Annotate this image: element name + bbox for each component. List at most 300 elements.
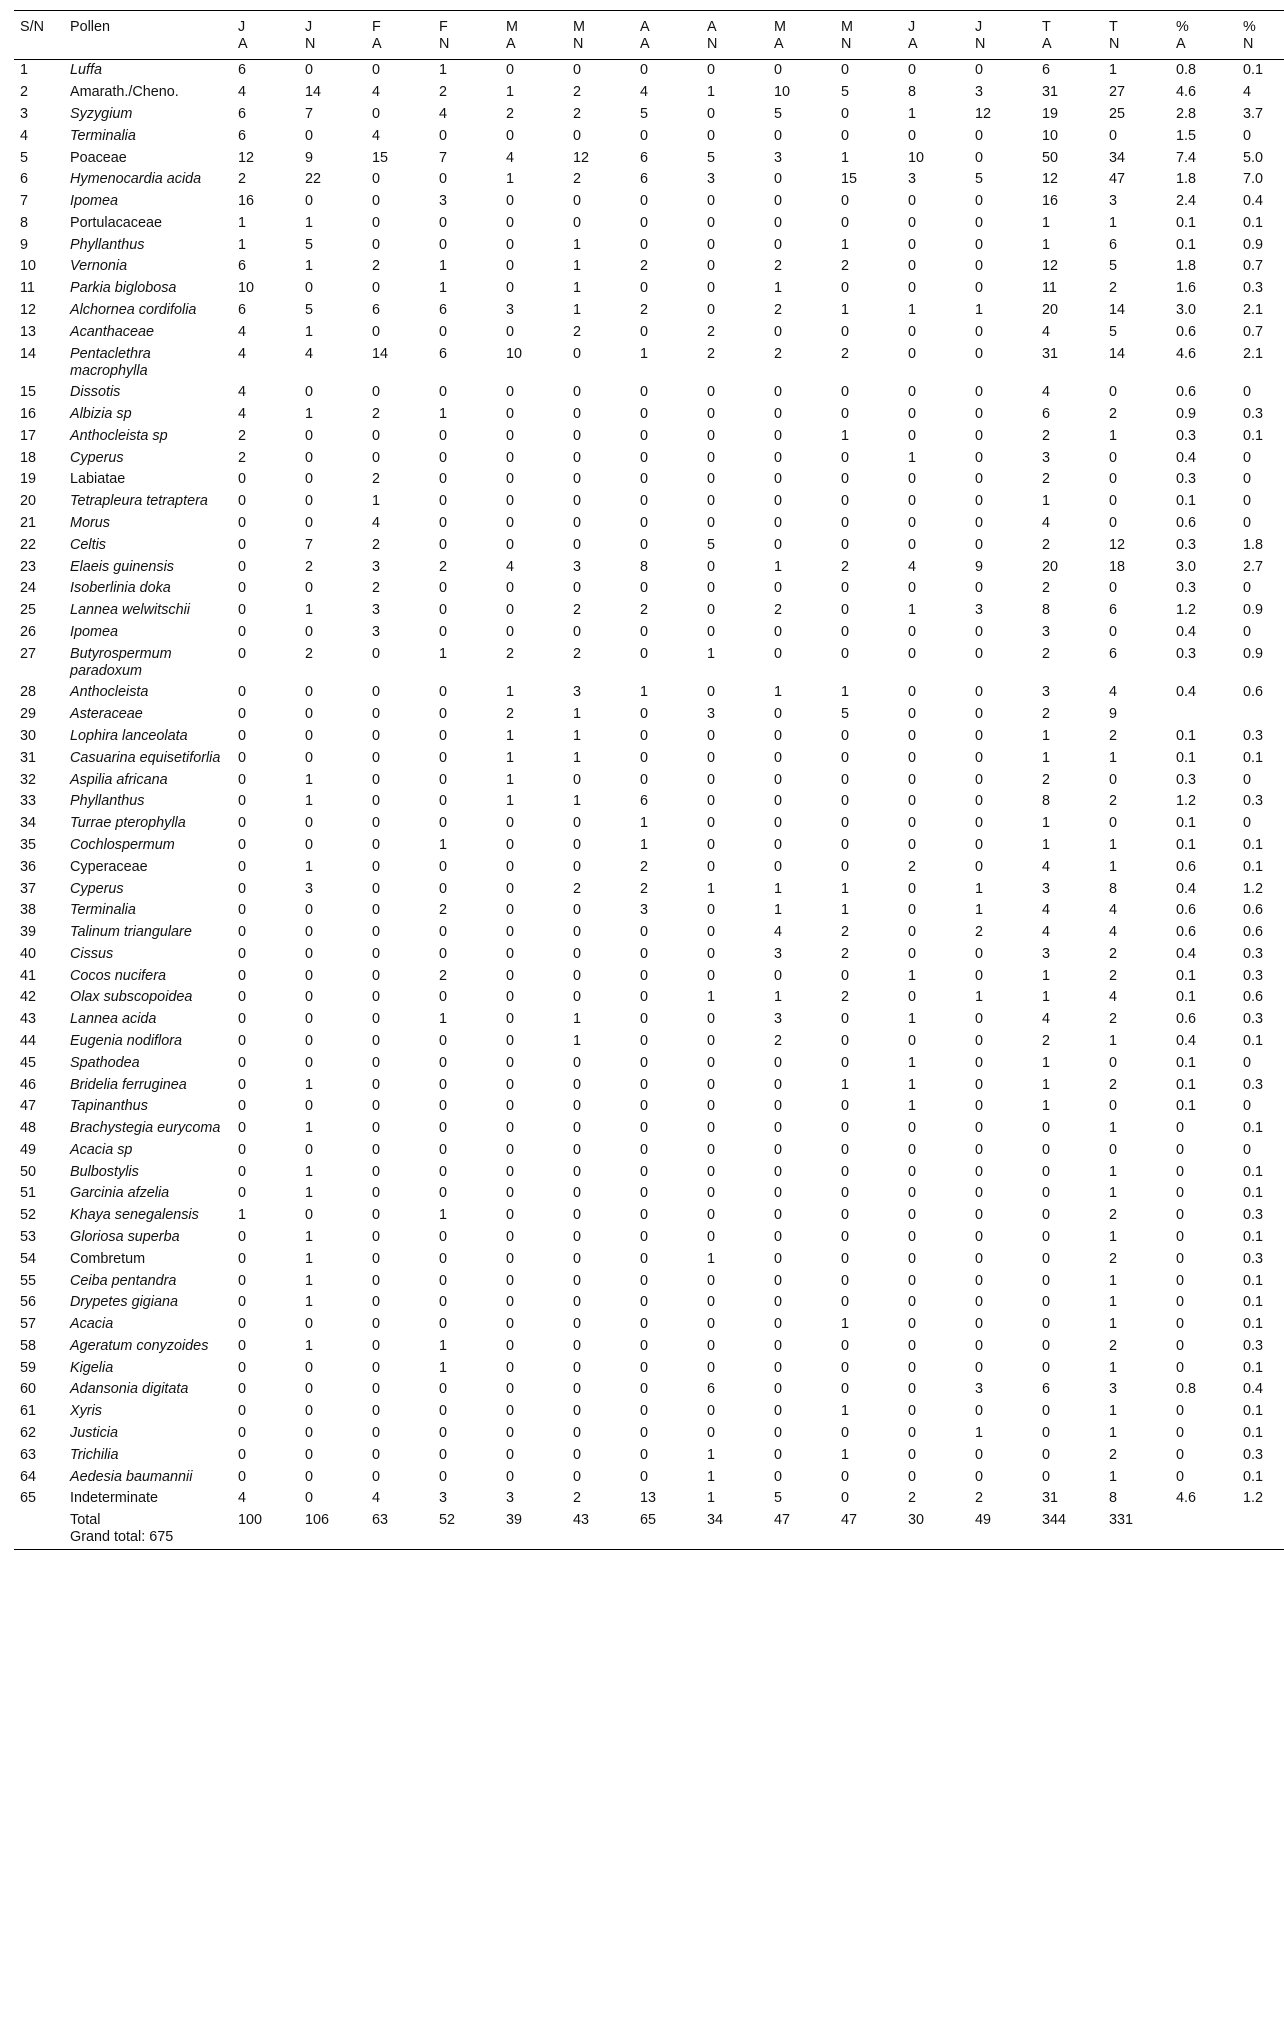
count-cell-jn2: 0 <box>975 515 984 532</box>
count-cell-fn: 0 <box>439 1054 448 1071</box>
count-cell-mn: 0 <box>573 1272 582 1289</box>
count-cell-jn2: 0 <box>975 471 984 488</box>
count-cell-jn: 1 <box>305 1185 314 1202</box>
serial-number-cell: 21 <box>20 515 37 532</box>
column-header-ja: J A <box>238 19 248 52</box>
count-cell-pa: 7.4 <box>1176 149 1197 166</box>
count-cell-mn2: 0 <box>841 127 850 144</box>
count-cell-fn: 0 <box>439 1446 448 1463</box>
count-cell-jn: 0 <box>305 924 314 941</box>
count-cell-pa: 0.3 <box>1176 645 1197 662</box>
total-label-cell: Total Grand total: 675 <box>70 1512 174 1546</box>
count-cell-mn: 1 <box>573 793 582 810</box>
count-cell-aa: 1 <box>640 836 649 853</box>
count-cell-aa: 0 <box>640 449 649 466</box>
count-cell-pn: 0 <box>1243 127 1252 144</box>
count-cell-mn2: 2 <box>841 989 850 1006</box>
count-cell-ma2: 0 <box>774 1446 783 1463</box>
count-cell-aa: 0 <box>640 427 649 444</box>
pollen-name-cell: Adansonia digitata <box>70 1381 189 1398</box>
count-cell-pa: 0 <box>1176 1207 1185 1224</box>
count-cell-ja2: 0 <box>908 127 917 144</box>
count-cell-ja2: 0 <box>908 471 917 488</box>
count-cell-jn2: 1 <box>975 301 984 318</box>
count-cell-ta: 8 <box>1042 602 1051 619</box>
count-cell-fa: 0 <box>372 449 381 466</box>
count-cell-ma: 0 <box>506 815 515 832</box>
count-cell-mn: 3 <box>573 684 582 701</box>
count-cell-ja: 16 <box>238 193 255 210</box>
count-cell-ma: 1 <box>506 793 515 810</box>
serial-number-cell: 16 <box>20 406 37 423</box>
count-cell-an: 0 <box>707 258 716 275</box>
count-cell-jn: 0 <box>305 684 314 701</box>
table-row <box>14 1336 1284 1358</box>
count-cell-ma2: 4 <box>774 924 783 941</box>
pollen-name-cell: Aedesia baumannii <box>70 1468 193 1485</box>
count-cell-fa: 0 <box>372 1032 381 1049</box>
count-cell-tn: 2 <box>1109 1011 1118 1028</box>
count-cell-pn: 0 <box>1243 515 1252 532</box>
count-cell-ta: 20 <box>1042 558 1059 575</box>
count-cell-jn: 1 <box>305 1337 314 1354</box>
count-cell-ma2: 2 <box>774 345 783 362</box>
count-cell-ja: 0 <box>238 836 247 853</box>
serial-number-cell: 2 <box>20 84 29 101</box>
count-cell-jn2: 0 <box>975 449 984 466</box>
count-cell-tn: 1 <box>1109 1272 1118 1289</box>
count-cell-mn: 0 <box>573 214 582 231</box>
count-cell-ja2: 0 <box>908 945 917 962</box>
table-row <box>14 900 1284 922</box>
serial-number-cell: 43 <box>20 1011 37 1028</box>
serial-number-cell: 63 <box>20 1446 37 1463</box>
count-cell-aa: 0 <box>640 1446 649 1463</box>
count-cell-aa: 6 <box>640 793 649 810</box>
count-cell-mn2: 0 <box>841 62 850 79</box>
serial-number-cell: 28 <box>20 684 37 701</box>
count-cell-ja2: 0 <box>908 645 917 662</box>
count-cell-pa: 0.3 <box>1176 580 1197 597</box>
count-cell-fa: 0 <box>372 105 381 122</box>
count-cell-an: 0 <box>707 1359 716 1376</box>
count-cell-jn2: 3 <box>975 602 984 619</box>
column-header-ma2: M A <box>774 19 786 52</box>
count-cell-jn: 2 <box>305 558 314 575</box>
count-cell-ma2: 5 <box>774 105 783 122</box>
table-row <box>14 60 1284 82</box>
count-cell-ma: 0 <box>506 1337 515 1354</box>
count-cell-an: 1 <box>707 989 716 1006</box>
count-cell-ja2: 0 <box>908 1403 917 1420</box>
count-cell-an: 0 <box>707 1229 716 1246</box>
count-cell-tn: 2 <box>1109 967 1118 984</box>
count-cell-ja: 0 <box>238 728 247 745</box>
count-cell-fn: 0 <box>439 771 448 788</box>
count-cell-fn: 2 <box>439 902 448 919</box>
count-cell-ja2: 0 <box>908 1446 917 1463</box>
count-cell-an: 0 <box>707 1163 716 1180</box>
count-cell-pn: 2.7 <box>1243 558 1264 575</box>
count-cell-fa: 0 <box>372 427 381 444</box>
count-cell-jn: 0 <box>305 127 314 144</box>
count-cell-ja: 1 <box>238 236 247 253</box>
count-cell-aa: 2 <box>640 880 649 897</box>
count-cell-mn: 0 <box>573 449 582 466</box>
table-row <box>14 1140 1284 1162</box>
count-cell-ma: 0 <box>506 602 515 619</box>
count-cell-pn: 0.1 <box>1243 1425 1264 1442</box>
pollen-name-cell: Ipomea <box>70 623 118 640</box>
count-cell-ta: 0 <box>1042 1446 1051 1463</box>
count-cell-fa: 0 <box>372 1250 381 1267</box>
count-cell-fn: 1 <box>439 406 448 423</box>
count-cell-fn: 0 <box>439 1403 448 1420</box>
count-cell-an: 0 <box>707 945 716 962</box>
count-cell-ja2: 2 <box>908 858 917 875</box>
count-cell-mn: 2 <box>573 880 582 897</box>
count-cell-ta: 1 <box>1042 1098 1051 1115</box>
count-cell-jn: 1 <box>305 793 314 810</box>
count-cell-fa: 0 <box>372 1207 381 1224</box>
total-cell-an: 34 <box>707 1512 724 1529</box>
table-row <box>14 1270 1284 1292</box>
count-cell-fa: 0 <box>372 1185 381 1202</box>
count-cell-fa: 0 <box>372 1446 381 1463</box>
count-cell-an: 0 <box>707 684 716 701</box>
count-cell-mn2: 1 <box>841 1076 850 1093</box>
count-cell-ta: 4 <box>1042 323 1051 340</box>
count-cell-mn2: 1 <box>841 149 850 166</box>
count-cell-ma: 2 <box>506 105 515 122</box>
pollen-name-cell: Acanthaceae <box>70 323 155 340</box>
count-cell-ja2: 0 <box>908 1163 917 1180</box>
count-cell-mn: 1 <box>573 280 582 297</box>
count-cell-tn: 3 <box>1109 1381 1118 1398</box>
count-cell-fa: 0 <box>372 728 381 745</box>
table-row <box>14 404 1284 426</box>
count-cell-tn: 2 <box>1109 406 1118 423</box>
count-cell-aa: 0 <box>640 1185 649 1202</box>
count-cell-fa: 0 <box>372 924 381 941</box>
count-cell-an: 0 <box>707 1337 716 1354</box>
count-cell-an: 0 <box>707 793 716 810</box>
count-cell-ma2: 3 <box>774 1011 783 1028</box>
count-cell-ma: 0 <box>506 471 515 488</box>
count-cell-fa: 0 <box>372 323 381 340</box>
count-cell-ma: 0 <box>506 280 515 297</box>
count-cell-ta: 4 <box>1042 384 1051 401</box>
count-cell-ta: 1 <box>1042 214 1051 231</box>
total-cell-jn2: 49 <box>975 1512 992 1529</box>
table-row <box>14 878 1284 900</box>
total-cell-ja: 100 <box>238 1512 263 1529</box>
count-cell-ta: 1 <box>1042 493 1051 510</box>
count-cell-fn: 0 <box>439 1098 448 1115</box>
count-cell-aa: 0 <box>640 193 649 210</box>
count-cell-ja: 4 <box>238 84 247 101</box>
count-cell-pn: 0.3 <box>1243 1337 1264 1354</box>
count-cell-ma: 0 <box>506 836 515 853</box>
serial-number-cell: 65 <box>20 1490 37 1507</box>
table-row <box>14 600 1284 622</box>
count-cell-ta: 4 <box>1042 858 1051 875</box>
total-cell-ta: 344 <box>1042 1512 1067 1529</box>
count-cell-jn2: 0 <box>975 1120 984 1137</box>
count-cell-pn: 0.1 <box>1243 1120 1264 1137</box>
count-cell-aa: 0 <box>640 924 649 941</box>
pollen-name-cell: Terminalia <box>70 902 136 919</box>
count-cell-an: 0 <box>707 1054 716 1071</box>
count-cell-aa: 0 <box>640 62 649 79</box>
table-row <box>14 1444 1284 1466</box>
count-cell-tn: 0 <box>1109 1054 1118 1071</box>
count-cell-ma2: 2 <box>774 258 783 275</box>
count-cell-aa: 5 <box>640 105 649 122</box>
count-cell-ja: 2 <box>238 171 247 188</box>
count-cell-pa: 0.4 <box>1176 880 1197 897</box>
count-cell-pn: 0.1 <box>1243 427 1264 444</box>
pollen-name-cell: Elaeis guinensis <box>70 558 174 575</box>
count-cell-ma: 0 <box>506 989 515 1006</box>
pollen-name-cell: Anthocleista <box>70 684 149 701</box>
count-cell-aa: 0 <box>640 384 649 401</box>
count-cell-mn2: 5 <box>841 84 850 101</box>
count-cell-pn: 0 <box>1243 771 1252 788</box>
count-cell-pa: 0.1 <box>1176 815 1197 832</box>
count-cell-fn: 2 <box>439 84 448 101</box>
count-cell-ma: 0 <box>506 1098 515 1115</box>
count-cell-fa: 0 <box>372 384 381 401</box>
serial-number-cell: 60 <box>20 1381 37 1398</box>
count-cell-tn: 1 <box>1109 1316 1118 1333</box>
count-cell-ta: 3 <box>1042 449 1051 466</box>
count-cell-ma: 0 <box>506 384 515 401</box>
serial-number-cell: 42 <box>20 989 37 1006</box>
count-cell-mn2: 0 <box>841 471 850 488</box>
count-cell-fa: 0 <box>372 214 381 231</box>
table-row <box>14 856 1284 878</box>
count-cell-pn: 0 <box>1243 1054 1252 1071</box>
count-cell-pa: 0.1 <box>1176 1054 1197 1071</box>
pollen-name-cell: Ceiba pentandra <box>70 1272 177 1289</box>
count-cell-mn: 2 <box>573 602 582 619</box>
count-cell-ma2: 0 <box>774 1163 783 1180</box>
count-cell-ma: 4 <box>506 149 515 166</box>
count-cell-ta: 4 <box>1042 515 1051 532</box>
count-cell-pa: 0.4 <box>1176 1032 1197 1049</box>
count-cell-pn: 0.9 <box>1243 645 1264 662</box>
count-cell-ja: 2 <box>238 449 247 466</box>
count-cell-jn2: 0 <box>975 127 984 144</box>
count-cell-ma: 4 <box>506 558 515 575</box>
count-cell-mn2: 0 <box>841 580 850 597</box>
count-cell-jn: 0 <box>305 1011 314 1028</box>
total-cell-ja2: 30 <box>908 1512 925 1529</box>
count-cell-mn2: 1 <box>841 1403 850 1420</box>
count-cell-fa: 2 <box>372 258 381 275</box>
serial-number-cell: 22 <box>20 536 37 553</box>
count-cell-pa: 1.2 <box>1176 602 1197 619</box>
count-cell-pn: 1.8 <box>1243 536 1264 553</box>
count-cell-fn: 0 <box>439 493 448 510</box>
count-cell-ja: 0 <box>238 1120 247 1137</box>
count-cell-ja2: 0 <box>908 258 917 275</box>
count-cell-mn: 0 <box>573 1120 582 1137</box>
count-cell-tn: 1 <box>1109 1468 1118 1485</box>
count-cell-mn2: 0 <box>841 406 850 423</box>
count-cell-an: 0 <box>707 967 716 984</box>
count-cell-ta: 3 <box>1042 684 1051 701</box>
count-cell-an: 0 <box>707 493 716 510</box>
count-cell-ta: 10 <box>1042 127 1059 144</box>
count-cell-jn: 0 <box>305 728 314 745</box>
count-cell-pn: 0.1 <box>1243 214 1264 231</box>
count-cell-ja2: 0 <box>908 1294 917 1311</box>
count-cell-ta: 31 <box>1042 84 1059 101</box>
count-cell-jn: 0 <box>305 1490 314 1507</box>
count-cell-an: 1 <box>707 1250 716 1267</box>
count-cell-ja: 0 <box>238 989 247 1006</box>
count-cell-ma2: 0 <box>774 236 783 253</box>
total-cell-pn <box>1243 1510 1284 1549</box>
pollen-name-cell: Labiatae <box>70 471 126 488</box>
count-cell-jn: 14 <box>305 84 322 101</box>
pollen-name-cell: Pentaclethra macrophylla <box>70 345 151 379</box>
count-cell-ja: 12 <box>238 149 255 166</box>
count-cell-aa: 0 <box>640 749 649 766</box>
pollen-name-cell: Combretum <box>70 1250 146 1267</box>
count-cell-aa: 0 <box>640 1207 649 1224</box>
count-cell-an: 0 <box>707 193 716 210</box>
count-cell-jn2: 0 <box>975 749 984 766</box>
count-cell-ma2: 0 <box>774 1468 783 1485</box>
count-cell-ja2: 10 <box>908 149 925 166</box>
count-cell-ma: 2 <box>506 706 515 723</box>
count-cell-an: 0 <box>707 214 716 231</box>
count-cell-mn2: 2 <box>841 945 850 962</box>
count-cell-pn: 0 <box>1243 1098 1252 1115</box>
count-cell-ma: 0 <box>506 1054 515 1071</box>
count-cell-ta: 0 <box>1042 1425 1051 1442</box>
count-cell-ma: 0 <box>506 924 515 941</box>
count-cell-pa: 1.8 <box>1176 171 1197 188</box>
count-cell-fn: 0 <box>439 815 448 832</box>
count-cell-aa: 0 <box>640 623 649 640</box>
count-cell-ma2: 0 <box>774 1425 783 1442</box>
count-cell-fn: 0 <box>439 945 448 962</box>
count-cell-jn2: 0 <box>975 493 984 510</box>
count-cell-tn: 0 <box>1109 449 1118 466</box>
count-cell-tn: 0 <box>1109 127 1118 144</box>
count-cell-ta: 0 <box>1042 1229 1051 1246</box>
count-cell-jn2: 1 <box>975 989 984 1006</box>
count-cell-jn: 1 <box>305 1294 314 1311</box>
count-cell-ja: 0 <box>238 471 247 488</box>
table-row <box>14 300 1284 322</box>
count-cell-ma2: 0 <box>774 323 783 340</box>
count-cell-ma: 1 <box>506 84 515 101</box>
count-cell-ta: 31 <box>1042 1490 1059 1507</box>
count-cell-jn2: 0 <box>975 193 984 210</box>
count-cell-an: 5 <box>707 149 716 166</box>
count-cell-tn: 6 <box>1109 645 1118 662</box>
count-cell-fn: 6 <box>439 345 448 362</box>
count-cell-an: 0 <box>707 384 716 401</box>
table-row <box>14 82 1284 104</box>
count-cell-pa: 4.6 <box>1176 1490 1197 1507</box>
count-cell-pn: 0.6 <box>1243 924 1264 941</box>
table-row <box>14 447 1284 469</box>
count-cell-jn2: 3 <box>975 84 984 101</box>
count-cell-aa: 0 <box>640 728 649 745</box>
count-cell-ma2: 0 <box>774 127 783 144</box>
count-cell-jn: 0 <box>305 471 314 488</box>
serial-number-cell: 15 <box>20 384 37 401</box>
count-cell-aa: 1 <box>640 815 649 832</box>
count-cell-ja2: 1 <box>908 1054 917 1071</box>
count-cell-ma: 0 <box>506 1468 515 1485</box>
count-cell-ja2: 0 <box>908 280 917 297</box>
count-cell-ja: 6 <box>238 127 247 144</box>
count-cell-pa: 0.6 <box>1176 323 1197 340</box>
count-cell-pn: 0.1 <box>1243 62 1264 79</box>
count-cell-an: 0 <box>707 427 716 444</box>
count-cell-jn: 0 <box>305 193 314 210</box>
pollen-name-cell: Tapinanthus <box>70 1098 148 1115</box>
count-cell-ja2: 1 <box>908 1011 917 1028</box>
count-cell-ma: 1 <box>506 749 515 766</box>
count-cell-pa: 0 <box>1176 1120 1185 1137</box>
count-cell-fn: 7 <box>439 149 448 166</box>
table-row <box>14 1401 1284 1423</box>
count-cell-pn: 0.1 <box>1243 1359 1264 1376</box>
count-cell-pa: 0 <box>1176 1337 1185 1354</box>
count-cell-an: 0 <box>707 471 716 488</box>
count-cell-ma: 0 <box>506 1359 515 1376</box>
count-cell-ta: 6 <box>1042 1381 1051 1398</box>
count-cell-ja2: 0 <box>908 193 917 210</box>
count-cell-pn: 3.7 <box>1243 105 1264 122</box>
count-cell-ja2: 0 <box>908 706 917 723</box>
table-row <box>14 169 1284 191</box>
count-cell-ma: 0 <box>506 214 515 231</box>
count-cell-ma: 3 <box>506 1490 515 1507</box>
count-cell-jn: 0 <box>305 1403 314 1420</box>
count-cell-ja: 0 <box>238 793 247 810</box>
count-cell-pa: 0.1 <box>1176 214 1197 231</box>
pollen-name-cell: Luffa <box>70 62 103 79</box>
count-cell-fn: 0 <box>439 728 448 745</box>
count-cell-ma: 0 <box>506 880 515 897</box>
count-cell-ja: 0 <box>238 1141 247 1158</box>
serial-number-cell: 6 <box>20 171 29 188</box>
count-cell-ja2: 0 <box>908 902 917 919</box>
count-cell-aa: 0 <box>640 515 649 532</box>
count-cell-jn: 0 <box>305 1381 314 1398</box>
count-cell-fa: 0 <box>372 1425 381 1442</box>
count-cell-fn: 6 <box>439 301 448 318</box>
column-header-pn: % N <box>1243 19 1256 52</box>
count-cell-ja: 2 <box>238 427 247 444</box>
count-cell-mn2: 0 <box>841 1272 850 1289</box>
serial-number-cell: 58 <box>20 1337 37 1354</box>
count-cell-fa: 2 <box>372 536 381 553</box>
count-cell-mn: 0 <box>573 1098 582 1115</box>
count-cell-aa: 0 <box>640 214 649 231</box>
count-cell-ta: 1 <box>1042 836 1051 853</box>
count-cell-pa: 0.1 <box>1176 236 1197 253</box>
